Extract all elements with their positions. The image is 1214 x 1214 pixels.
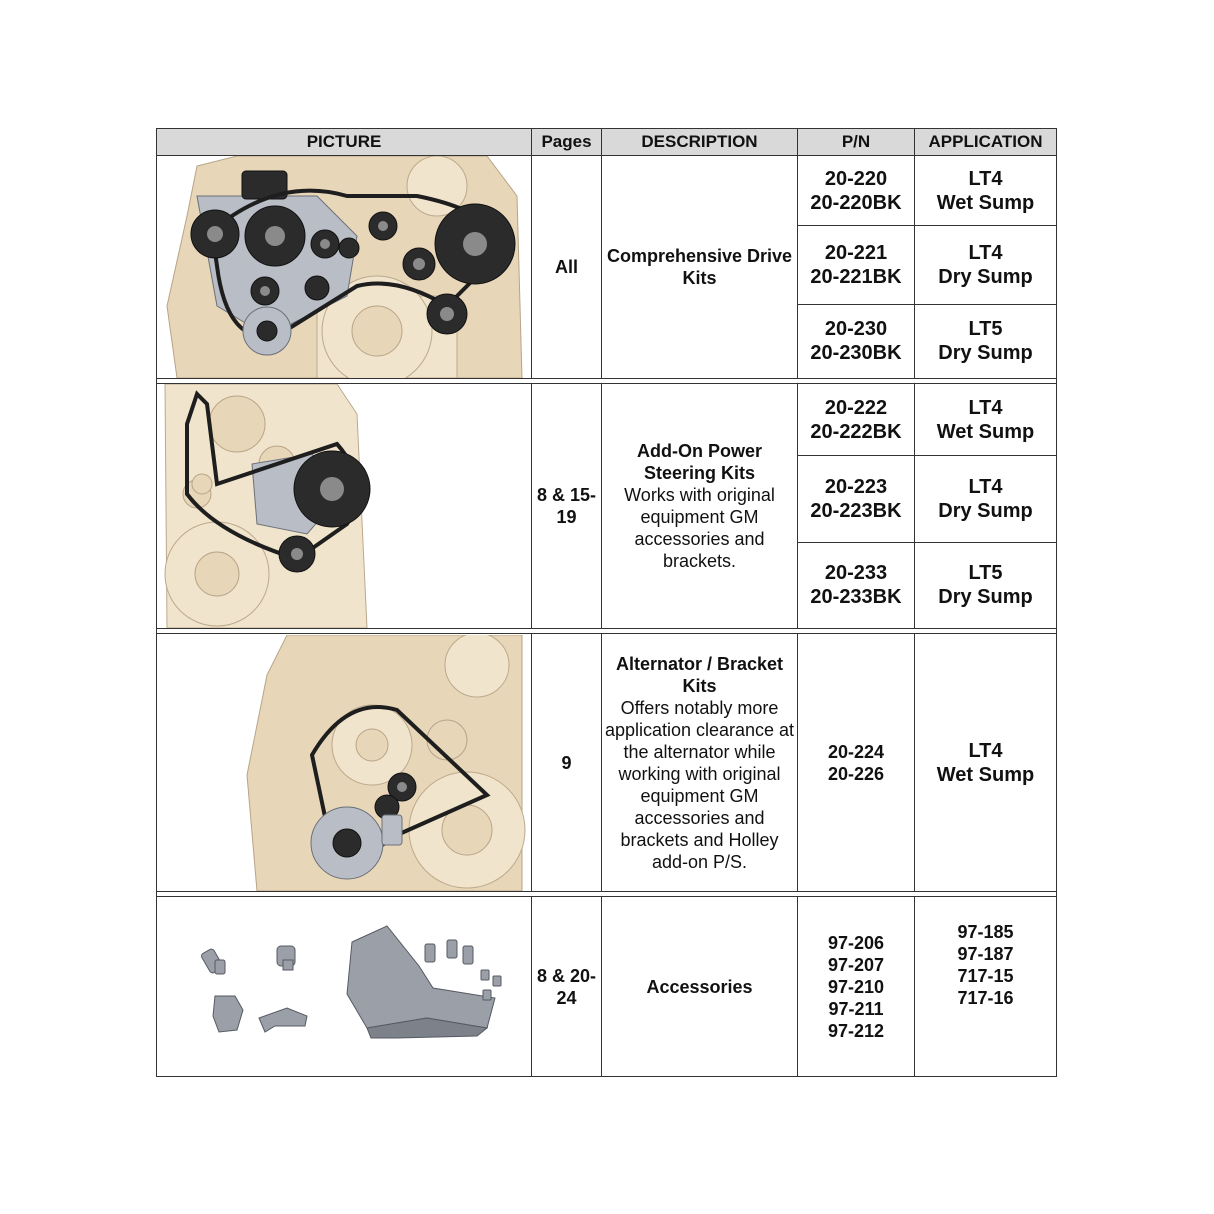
power-steering-picture: [157, 384, 532, 629]
pn-cell: [798, 304, 915, 378]
drive-kit-picture: [157, 156, 532, 379]
pn-cell: [798, 634, 915, 892]
description-cell: [602, 156, 798, 379]
application-cell: [915, 542, 1057, 628]
pn-value: 20-222: [824, 396, 888, 419]
description-title: Comprehensive Drive Kits: [606, 246, 793, 288]
description-body: Offers notably more application clearance at the alternator while working with original equipment GM accessories and brackets and Holley add-on P/S.: [604, 697, 795, 872]
application-value: 97-187: [957, 944, 1014, 964]
parts-catalog-table: [156, 128, 1057, 1077]
pn-value: 20-230: [824, 318, 888, 341]
application-cell: [915, 634, 1057, 892]
pn-value: 97-212: [827, 1020, 885, 1041]
alternator-engine-image: [157, 635, 530, 891]
pn-cell: [798, 226, 915, 304]
pn-value: 20-226: [827, 763, 885, 784]
pn-value: 20-220BK: [810, 191, 902, 214]
application-sump: Wet Sump: [936, 420, 1035, 443]
header-application: APPLICATION: [915, 129, 1057, 156]
pn-value: 97-211: [828, 998, 884, 1019]
pages-cell: 8 & 15-19: [532, 384, 602, 629]
drive-kit-engine-image: [157, 156, 530, 378]
table-row: [157, 634, 1057, 892]
application-value: 717-15: [957, 966, 1014, 986]
pn-cell: [798, 156, 915, 226]
pn-value: 20-222BK: [810, 420, 902, 443]
pn-value: 20-221: [824, 241, 888, 264]
table-row: [157, 384, 1057, 456]
alternator-picture: [157, 634, 532, 892]
header-picture: PICTURE: [157, 129, 532, 156]
accessories-parts-image: [157, 898, 530, 1076]
application-cell: [915, 226, 1057, 304]
pn-cell: [798, 542, 915, 628]
application-sump: Dry Sump: [938, 586, 1033, 609]
pn-value: 20-224: [827, 741, 885, 762]
pn-value: 97-206: [827, 932, 885, 953]
pages-cell: 9: [532, 634, 602, 892]
application-engine: LT4: [968, 739, 1003, 762]
application-cell: [915, 384, 1057, 456]
description-body: Works with original equipment GM accessories and brackets.: [624, 485, 775, 571]
power-steering-engine-image: [157, 384, 530, 628]
application-list-cell: [915, 897, 1057, 1077]
pn-value: 20-223BK: [810, 499, 902, 522]
application-engine: LT5: [968, 318, 1003, 341]
header-pn: P/N: [798, 129, 915, 156]
header-pages: Pages: [532, 129, 602, 156]
description-cell: [602, 384, 798, 629]
application-sump: Dry Sump: [938, 342, 1033, 365]
application-cell: [915, 456, 1057, 542]
application-engine: LT4: [968, 475, 1003, 498]
application-engine: LT4: [968, 241, 1003, 264]
application-value: 717-16: [957, 988, 1014, 1008]
accessories-picture: [157, 897, 532, 1077]
description-cell: [602, 634, 798, 892]
application-sump: Dry Sump: [938, 265, 1033, 288]
application-sump: Wet Sump: [936, 763, 1035, 786]
table-row: [157, 156, 1057, 226]
pn-value: 97-210: [827, 976, 885, 997]
pages-cell: 8 & 20-24: [532, 897, 602, 1077]
application-sump: Dry Sump: [938, 499, 1033, 522]
description-cell: [602, 897, 798, 1077]
description-title: Accessories: [646, 976, 753, 997]
pn-value: 97-207: [827, 954, 885, 975]
pn-value: 20-221BK: [810, 265, 902, 288]
pn-cell: [798, 384, 915, 456]
header-row: [157, 129, 1057, 156]
description-title: Add-On Power Steering Kits: [637, 441, 762, 483]
pn-value: 20-223: [824, 475, 888, 498]
pn-value: 20-220: [824, 167, 888, 190]
description-title: Alternator / Bracket Kits: [615, 653, 784, 696]
pn-value: 20-233: [824, 562, 888, 585]
header-description: DESCRIPTION: [602, 129, 798, 156]
pn-value: 20-233BK: [810, 586, 902, 609]
pages-cell: All: [532, 156, 602, 379]
application-engine: LT4: [968, 167, 1003, 190]
application-cell: [915, 156, 1057, 226]
pn-cell: [798, 456, 915, 542]
application-cell: [915, 304, 1057, 378]
application-value: 97-185: [957, 922, 1014, 942]
pn-value: 20-230BK: [810, 342, 902, 365]
application-sump: Wet Sump: [936, 191, 1035, 214]
table-row: [157, 897, 1057, 1077]
pn-list-cell: [798, 897, 915, 1077]
application-engine: LT5: [968, 562, 1003, 585]
application-engine: LT4: [968, 396, 1003, 419]
